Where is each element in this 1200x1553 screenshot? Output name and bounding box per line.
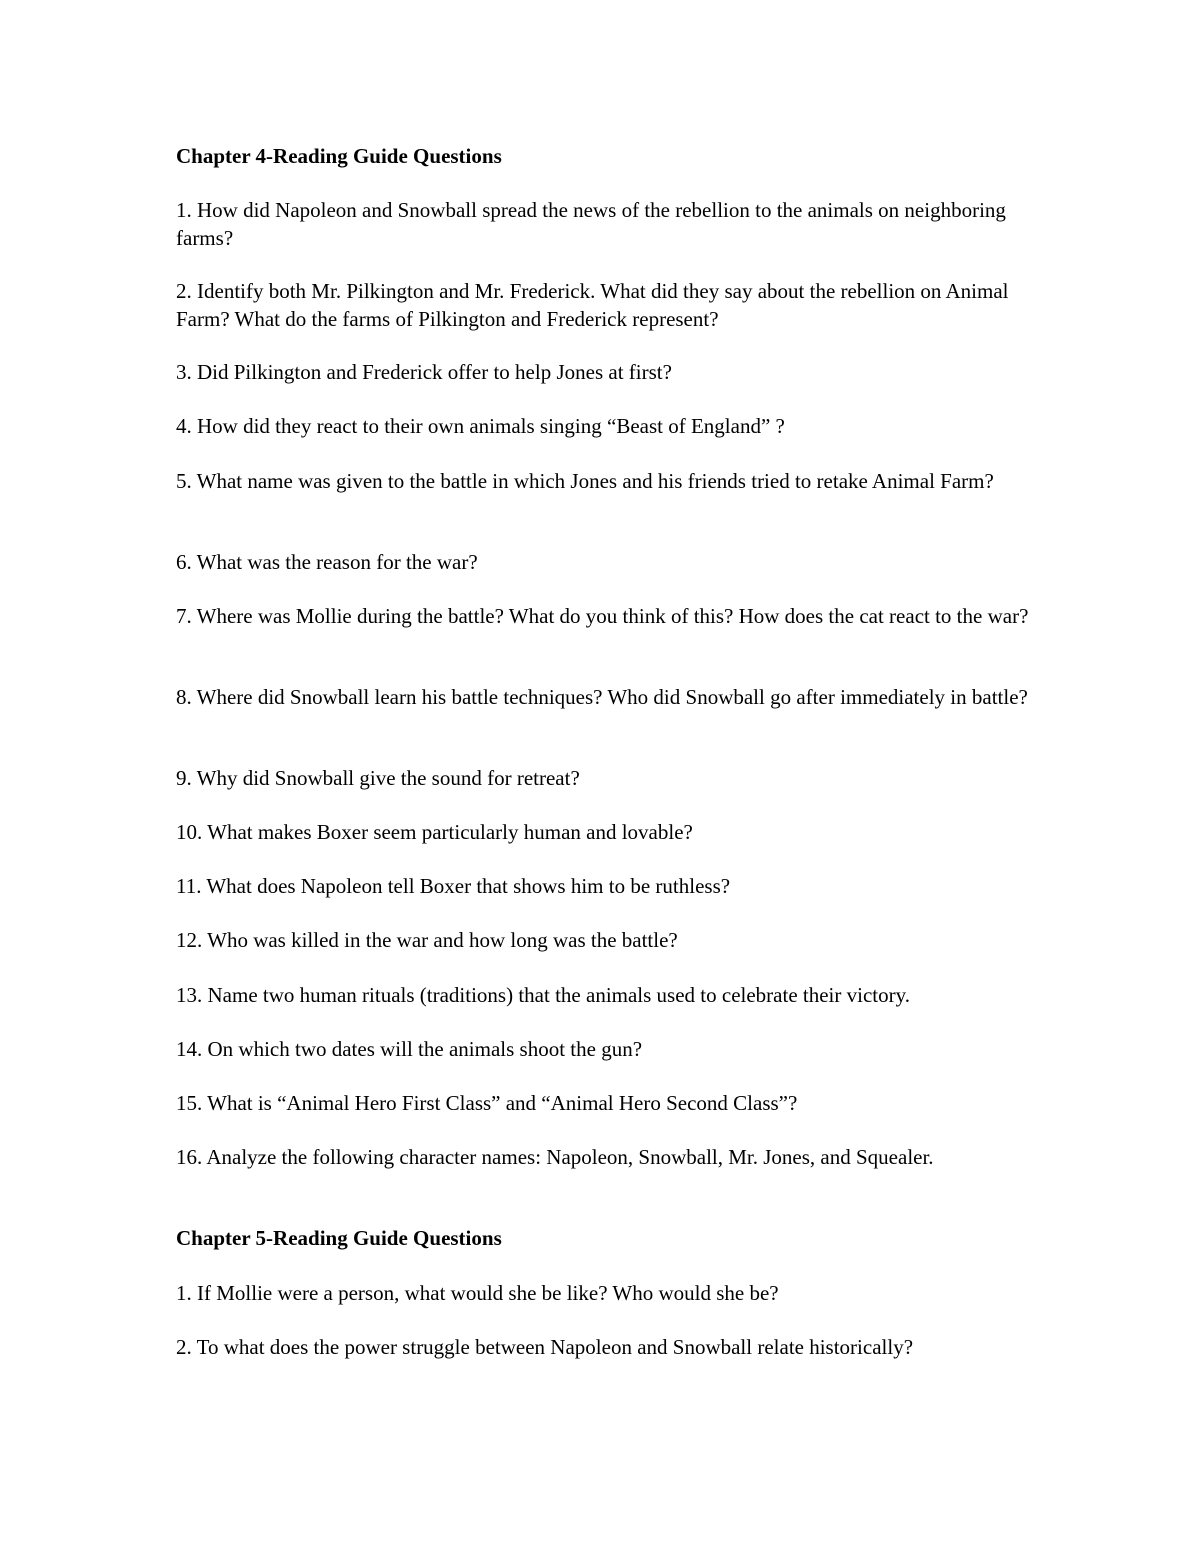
chapter-4-question-10: 10. What makes Boxer seem particularly human and lovable?: [176, 820, 693, 844]
chapter-4-question-16: 16. Analyze the following character names: Napoleon, Snowball, Mr. Jones, and Squealer.: [176, 1145, 934, 1169]
chapter-5-question-1: 1. If Mollie were a person, what would she be like? Who would she be?: [176, 1281, 779, 1305]
chapter-4-question-7: 7. Where was Mollie during the battle? What do you think of this? How does the cat react to the war?: [176, 604, 1029, 628]
chapter-4-heading: Chapter 4-Reading Guide Questions: [176, 144, 502, 168]
chapter-4-question-3: 3. Did Pilkington and Frederick offer to help Jones at first?: [176, 360, 672, 384]
chapter-4-question-5: 5. What name was given to the battle in which Jones and his friends tried to retake Animal Farm?: [176, 469, 994, 493]
chapter-5-question-2: 2. To what does the power struggle between Napoleon and Snowball relate historically?: [176, 1335, 914, 1359]
chapter-4-question-2: 2. Identify both Mr. Pilkington and Mr. Frederick. What did they say about the rebellion on Animal Farm? What do the farms of Pilkington and Frederick represent?: [176, 279, 1009, 331]
chapter-4-question-9: 9. Why did Snowball give the sound for retreat?: [176, 766, 580, 790]
chapter-4-question-1: 1. How did Napoleon and Snowball spread the news of the rebellion to the animals on neighboring farms?: [176, 198, 1006, 250]
chapter-4-question-13: 13. Name two human rituals (traditions) that the animals used to celebrate their victory.: [176, 983, 911, 1007]
chapter-4-question-14: 14. On which two dates will the animals shoot the gun?: [176, 1037, 643, 1061]
chapter-4-question-11: 11. What does Napoleon tell Boxer that shows him to be ruthless?: [176, 874, 731, 898]
chapter-4-question-15: 15. What is “Animal Hero First Class” and “Animal Hero Second Class”?: [176, 1091, 798, 1115]
chapter-5-heading: Chapter 5-Reading Guide Questions: [176, 1226, 502, 1250]
chapter-4-question-8: 8. Where did Snowball learn his battle techniques? Who did Snowball go after immediately in battle?: [176, 685, 1028, 709]
chapter-4-question-4: 4. How did they react to their own animals singing “Beast of England” ?: [176, 414, 785, 438]
chapter-4-question-12: 12. Who was killed in the war and how long was the battle?: [176, 928, 678, 952]
chapter-4-question-6: 6. What was the reason for the war?: [176, 550, 478, 574]
